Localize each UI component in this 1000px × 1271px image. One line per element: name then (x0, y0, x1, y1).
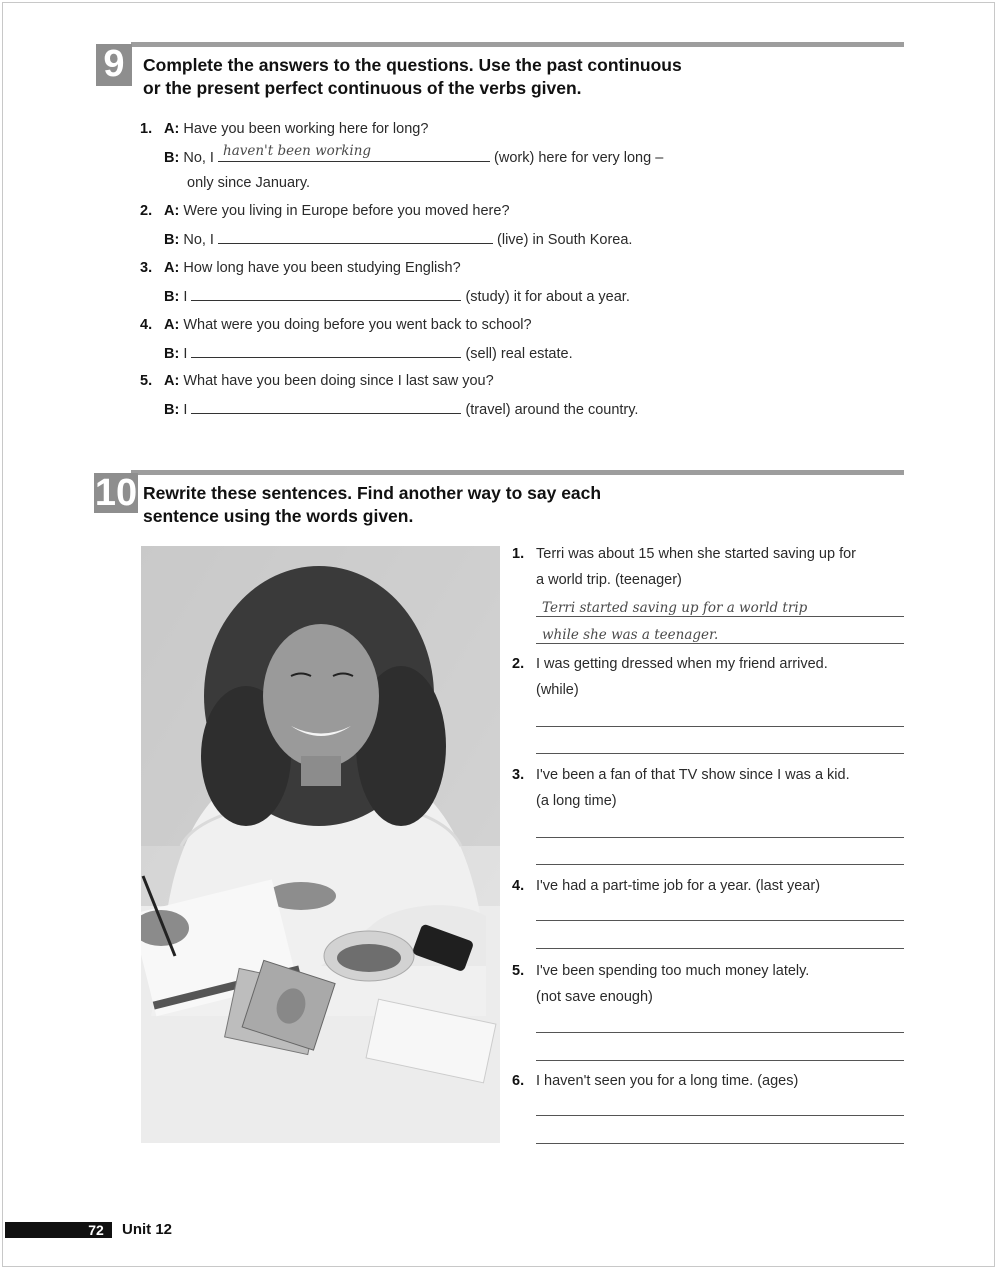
handwritten-answer: haven't been working (223, 143, 372, 159)
question-text: How long have you been studying English? (183, 260, 461, 276)
speaker-a-label: A: (164, 260, 180, 276)
answer-line[interactable] (536, 928, 904, 949)
instructions-line: or the present perfect continuous of the verbs given. (143, 78, 582, 98)
answer-line[interactable] (536, 900, 904, 921)
item-number: 6. (512, 1073, 525, 1089)
answer-line (164, 228, 632, 250)
answer-line[interactable] (536, 844, 904, 865)
speaker-b-label: B: (164, 150, 180, 166)
unit-label: Unit 12 (122, 1221, 173, 1238)
exercise-10-instructions (143, 482, 601, 528)
item-text: I've been spending too much money lately. (536, 963, 810, 979)
item-number: 4. (140, 317, 153, 333)
instructions-line: sentence using the words given. (143, 506, 414, 526)
speaker-a-label: A: (164, 317, 180, 333)
exercise-10-rule (131, 470, 904, 475)
item-text: I've been a fan of that TV show since I was a kid. (536, 767, 850, 783)
answer-line (164, 398, 638, 420)
answer-line[interactable] (536, 623, 904, 644)
answer-line[interactable] (536, 1123, 904, 1144)
speaker-b-label: B: (164, 232, 180, 248)
answer-line[interactable] (536, 1095, 904, 1116)
answer-line (164, 285, 630, 307)
item-number: 4. (512, 878, 525, 894)
answer-line[interactable] (536, 596, 904, 617)
answer-blank[interactable] (191, 398, 461, 414)
answer-line[interactable] (536, 817, 904, 838)
question-text: What have you been doing since I last saw you? (183, 373, 494, 389)
answer-line (164, 143, 664, 168)
item-text: (a long time) (536, 793, 617, 809)
answer-suffix: (travel) around the country. (465, 402, 639, 418)
answer-suffix: (sell) real estate. (465, 346, 573, 362)
item-text: I was getting dressed when my friend arrived. (536, 656, 828, 672)
instructions-line: Rewrite these sentences. Find another way to say each (143, 483, 602, 503)
answer-suffix: (work) here for very long – (494, 150, 664, 166)
speaker-a-label: A: (164, 373, 180, 389)
exercise-9-rule (131, 42, 904, 47)
exercise-9-instructions (143, 54, 682, 100)
speaker-b-label: B: (164, 402, 180, 418)
item-number: 1. (140, 121, 153, 137)
instructions-line: Complete the answers to the questions. Use the past continuous (143, 55, 682, 75)
item-number: 2. (512, 656, 525, 672)
item-number: 5. (512, 963, 525, 979)
answer-suffix: (live) in South Korea. (497, 232, 633, 248)
answer-blank[interactable] (191, 342, 461, 358)
page-number: 72 (88, 1222, 104, 1238)
answer-line[interactable] (536, 733, 904, 754)
item-text: (not save enough) (536, 989, 653, 1005)
item-text: (while) (536, 682, 579, 698)
speaker-b-label: B: (164, 346, 180, 362)
answer-blank[interactable] (191, 285, 461, 301)
answer-prefix: No, I (183, 150, 214, 166)
item-text: Terri was about 15 when she started saving up for (536, 546, 856, 562)
question-text: What were you doing before you went back to school? (183, 317, 532, 333)
speaker-a-label: A: (164, 203, 180, 219)
answer-line (164, 342, 573, 364)
answer-blank[interactable] (218, 228, 493, 244)
answer-blank[interactable] (218, 143, 490, 162)
item-number: 1. (512, 546, 525, 562)
handwritten-answer: Terri started saving up for a world trip (542, 600, 808, 616)
item-number: 3. (512, 767, 525, 783)
exercise-10-number: 10 (94, 472, 138, 514)
answer-continuation: only since January. (187, 175, 311, 191)
item-number: 2. (140, 203, 153, 219)
answer-line[interactable] (536, 1012, 904, 1033)
answer-prefix: I (183, 402, 188, 418)
item-text: I haven't seen you for a long time. (ages) (536, 1073, 799, 1089)
question-text: Were you living in Europe before you moved here? (183, 203, 510, 219)
item-number: 3. (140, 260, 153, 276)
question-text: Have you been working here for long? (183, 121, 429, 137)
item-number: 5. (140, 373, 153, 389)
handwritten-answer: while she was a teenager. (542, 627, 719, 643)
answer-prefix: I (183, 289, 188, 305)
answer-prefix: I (183, 346, 188, 362)
answer-line[interactable] (536, 706, 904, 727)
item-text: a world trip. (teenager) (536, 572, 682, 588)
photo-illustration (141, 546, 500, 1143)
answer-line[interactable] (536, 1040, 904, 1061)
answer-prefix: No, I (183, 232, 214, 248)
answer-suffix: (study) it for about a year. (465, 289, 630, 305)
speaker-b-label: B: (164, 289, 180, 305)
exercise-9-number: 9 (96, 44, 132, 86)
photo-woman-budgeting (141, 546, 500, 1143)
speaker-a-label: A: (164, 121, 180, 137)
item-text: I've had a part-time job for a year. (last year) (536, 878, 821, 894)
